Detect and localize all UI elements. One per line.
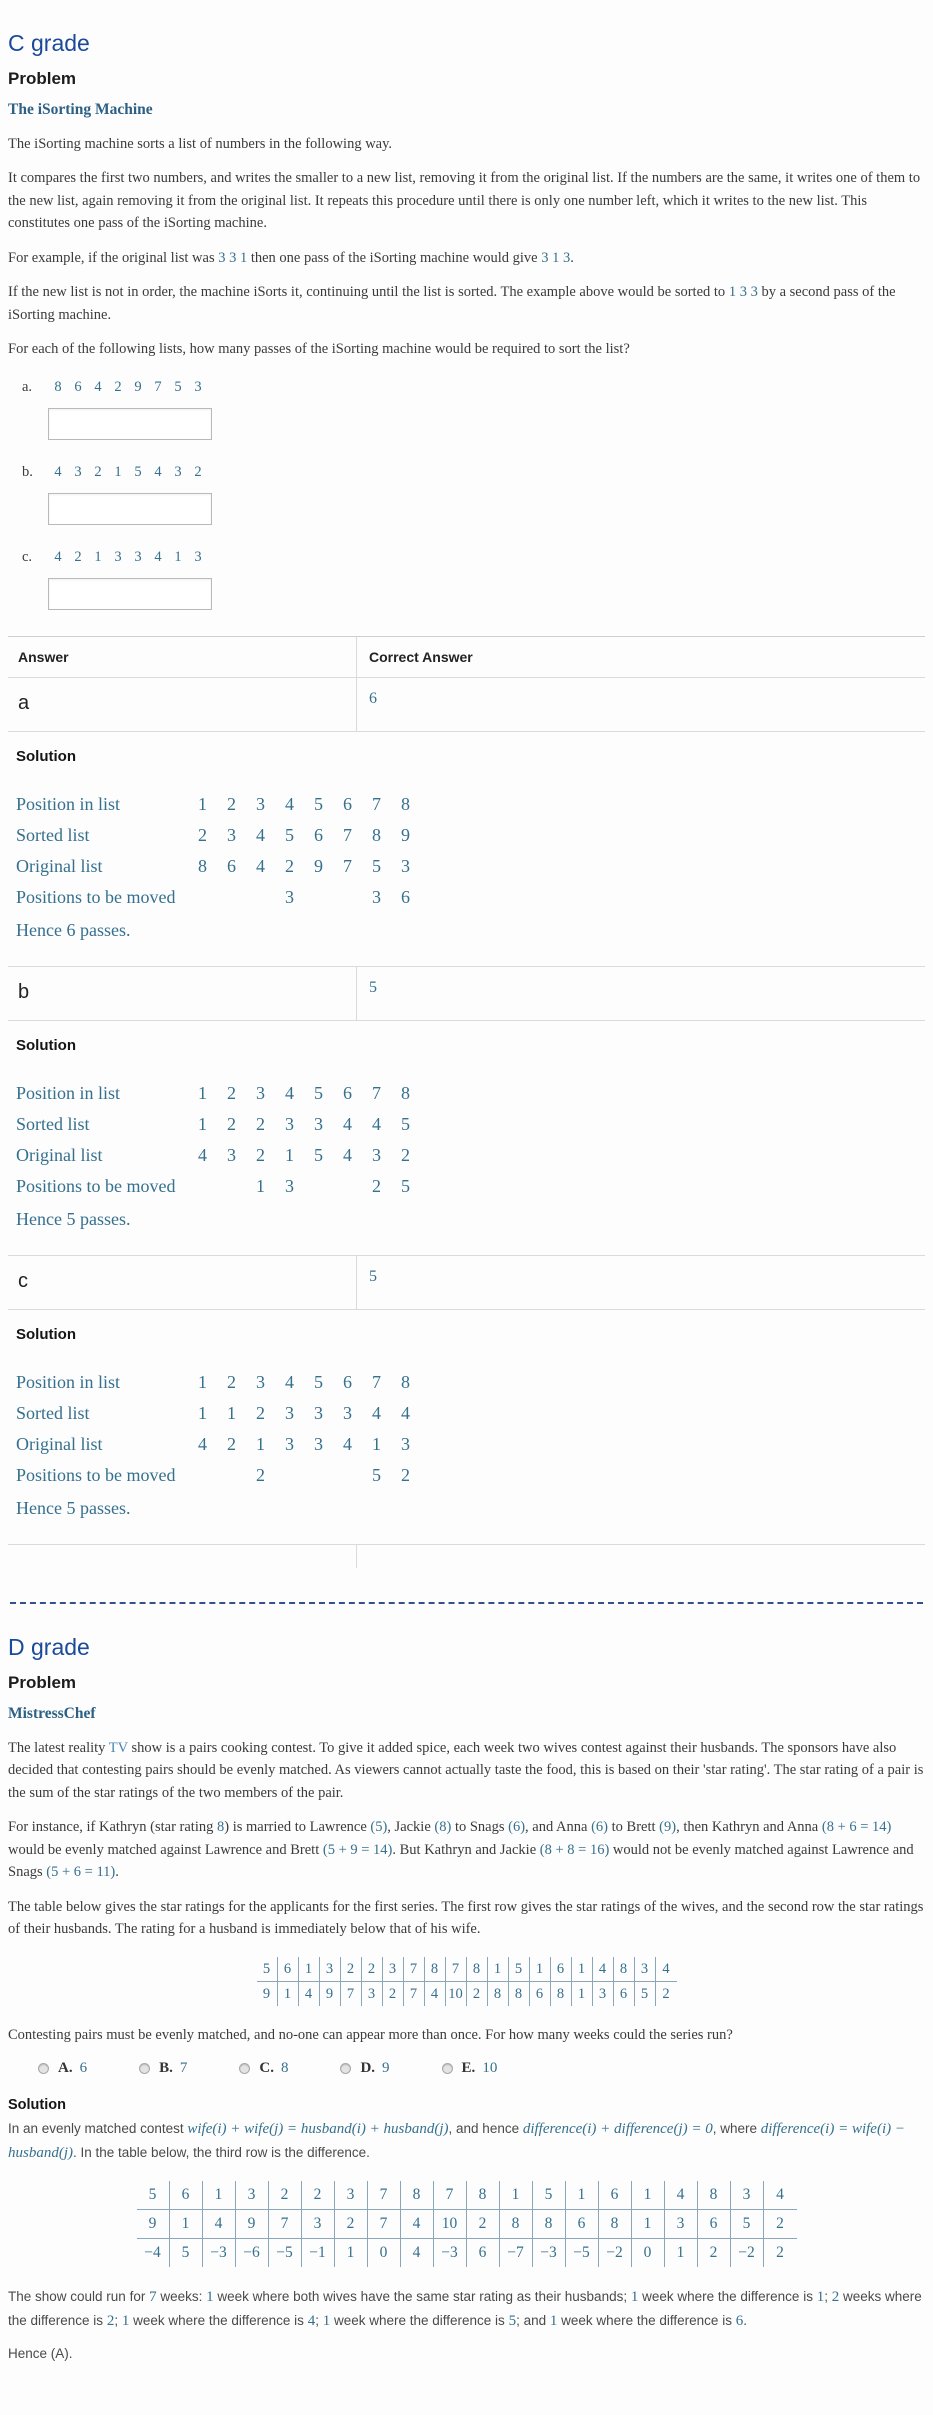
solution-heading-b: Solution (16, 1036, 76, 1054)
question-item-a (22, 379, 925, 440)
solution-row: Positions to be moved 3 3 6 (16, 886, 410, 907)
solution-block-b (8, 1020, 925, 1255)
d-grade-problem-title-link[interactable]: MistressChef (8, 1704, 96, 1722)
c-grade-problem-title-link[interactable]: The iSorting Machine (8, 101, 153, 118)
question-label-a: a. (22, 378, 33, 395)
d-paragraph-2: For instance, if Kathryn (star rating 8) is married to Lawrence (5), Jackie (8) to Snags (6), and Anna (6) to Brett (9), then Kathryn and Anna (8 + 6 = 14) would be evenly matched against Lawrence and Brett (5 + 9 = 14). But Kathryn and Jackie (8 + 8 = 16) would not be evenly matched against Lawrence and Snags (5 + 6 = 11). (8, 1819, 914, 1881)
d-solution-heading: Solution (8, 2096, 66, 2113)
question-label-b: b. (22, 463, 33, 480)
star-ratings-table (257, 1957, 677, 2006)
d-solution-text-1: In an evenly matched contest wife(i) + wife(j) = husband(i) + husband(j), and hence difference(i) + difference(j) = 0, where difference(i) = wife(i) − husband(j). In the table below, the third row is the difference. (8, 2120, 905, 2161)
radio-button-icon[interactable] (340, 2063, 351, 2074)
c-grade-section (8, 30, 925, 1568)
solution-row: Sorted list 1 1 2 3 3 3 4 4 (16, 1402, 410, 1423)
question-label-c: c. (22, 548, 33, 565)
d-paragraph-3: The table below gives the star ratings for the applicants for the first series. The first row gives the star ratings of the wives, and the second row the star ratings of their husbands. The rating for a husband is immediately below that of his wife. (8, 1898, 924, 1938)
question-item-b (22, 464, 925, 525)
radio-button-icon[interactable] (139, 2063, 150, 2074)
wives-ratings-row: 5 6 1 3 2 2 3 7 8 7 8 1 5 1 6 1 4 8 3 4 (257, 1957, 677, 1981)
answer-row-c (8, 1255, 925, 1309)
correct-answer-column-header: Correct Answer (369, 648, 473, 665)
solution-row: Position in list 1 2 3 4 5 6 7 8 (16, 1082, 410, 1103)
solution-row: Position in list 1 2 3 4 5 6 7 8 (16, 793, 410, 814)
radio-button-icon[interactable] (239, 2063, 250, 2074)
c-paragraph-4: If the new list is not in order, the machine iSorts it, continuing until the list is sorted. The example above would be sorted to 1 3 3 by a second pass of the iSorting machine. (8, 284, 896, 323)
multiple-choice-options (38, 2060, 925, 2077)
d-grade-problem-label: Problem (8, 1672, 77, 1692)
correct-answer-b: 5 (369, 978, 377, 996)
option-c[interactable]: C. 8 (239, 2060, 288, 2077)
answer-input-c[interactable] (48, 578, 212, 610)
question-numbers-c: 4 2 1 3 3 4 1 3 (54, 548, 202, 565)
c-question-text: For each of the following lists, how many passes of the iSorting machine would be required to sort the list? (8, 341, 630, 358)
c-grade-heading: C grade (8, 30, 90, 56)
solution-conclusion-a: Hence 6 passes. (16, 919, 131, 940)
d-solution-conclusion: Hence (A). (8, 2345, 73, 2361)
d-grade-section (8, 1634, 925, 2365)
option-e[interactable]: E. 10 (442, 2060, 498, 2077)
d-grade-heading: D grade (8, 1633, 90, 1660)
husbands-ratings-row: 9 1 4 9 7 3 2 7 4 10 2 8 8 6 8 1 3 6 5 2 (257, 1981, 677, 2006)
c-paragraph-1: The iSorting machine sorts a list of numbers in the following way. (8, 136, 393, 152)
radio-button-icon[interactable] (38, 2063, 49, 2074)
solution-block-c (8, 1309, 925, 1544)
solution-row: Original list 4 3 2 1 5 4 3 2 (16, 1144, 410, 1165)
question-item-c (22, 549, 925, 610)
d-question-text: Contesting pairs must be evenly matched, and no-one can appear more than once. For how many weeks could the series run? (8, 2026, 733, 2043)
section-divider (10, 1602, 923, 1604)
answer-input-b[interactable] (48, 493, 212, 525)
solution-heading-a: Solution (16, 747, 76, 765)
question-numbers-a: 8 6 4 2 9 7 5 3 (54, 378, 202, 395)
husbands-row: 9 1 4 9 7 3 2 7 4 10 2 8 8 6 8 1 3 6 5 2 (137, 2209, 797, 2238)
option-b[interactable]: B. 7 (139, 2060, 187, 2077)
solution-row: Positions to be moved 2 5 2 (16, 1464, 410, 1485)
difference-row: −4 5 −3 −6 −5 −1 1 0 4 −3 6 −7 −3 −5 −2 0 1 2 −2 2 (137, 2238, 797, 2267)
solution-row: Sorted list 1 2 2 3 3 4 4 5 (16, 1113, 410, 1134)
c-grade-problem-label: Problem (8, 69, 77, 88)
question-numbers-b: 4 3 2 1 5 4 3 2 (54, 463, 202, 480)
solution-conclusion-c: Hence 5 passes. (16, 1497, 131, 1518)
solution-row: Positions to be moved 1 3 2 5 (16, 1175, 410, 1196)
answer-column-header: Answer (8, 637, 357, 677)
radio-button-icon[interactable] (442, 2063, 453, 2074)
answer-row-b (8, 966, 925, 1020)
solution-row: Original list 8 6 4 2 9 7 5 3 (16, 855, 410, 876)
c-paragraph-3: For example, if the original list was 3 3 1 then one pass of the iSorting machine would give 3 1 3. (8, 249, 574, 266)
correct-answer-a: 6 (369, 689, 377, 707)
solution-row: Position in list 1 2 3 4 5 6 7 8 (16, 1371, 410, 1392)
d-solution-text-2: The show could run for 7 weeks: 1 week where both wives have the same star rating as their husbands; 1 week where the difference is 1; 2 weeks where the difference is 2; 1 week where the difference is 4; 1 week where the difference is 5; and 1 week where the difference is 6. (8, 2288, 922, 2329)
answer-letter-c: c (8, 1256, 357, 1309)
answer-table-empty-row (8, 1544, 925, 1568)
difference-table (137, 2181, 797, 2267)
wives-row: 5 6 1 3 2 2 3 7 8 7 8 1 5 1 6 1 4 8 3 4 (137, 2181, 797, 2209)
answer-table-header-row (8, 637, 925, 677)
correct-answer-c: 5 (369, 1267, 377, 1285)
c-paragraph-2: It compares the first two numbers, and writes the smaller to a new list, removing it from the original list. If the numbers are the same, it writes one of them to the new list, again removing it from the original list. It repeats this procedure until there is only one number left, which it writes to the new list. This constitutes one pass of the iSorting machine. (8, 170, 921, 232)
answer-letter-b: b (8, 967, 357, 1020)
solution-conclusion-b: Hence 5 passes. (16, 1208, 131, 1229)
option-d[interactable]: D. 9 (340, 2060, 389, 2077)
solution-heading-c: Solution (16, 1325, 76, 1343)
option-a[interactable]: A. 6 (38, 2060, 87, 2077)
d-paragraph-1: The latest reality TV show is a pairs cooking contest. To give it added spice, each week two wives contest against their husbands. The sponsors have also decided that contesting pairs should be evenly matched. As viewers cannot actually taste the food, this is based on their 'star rating'. The star rating of a pair is the sum of the star ratings of the two members of the pair. (8, 1739, 924, 1801)
answer-letter-a: a (8, 678, 357, 731)
answer-row-a (8, 677, 925, 731)
solution-row: Sorted list 2 3 4 5 6 7 8 9 (16, 824, 410, 845)
solution-row: Original list 4 2 1 3 3 4 1 3 (16, 1433, 410, 1454)
answer-table (8, 636, 925, 1568)
solution-block-a (8, 731, 925, 966)
answer-input-a[interactable] (48, 408, 212, 440)
